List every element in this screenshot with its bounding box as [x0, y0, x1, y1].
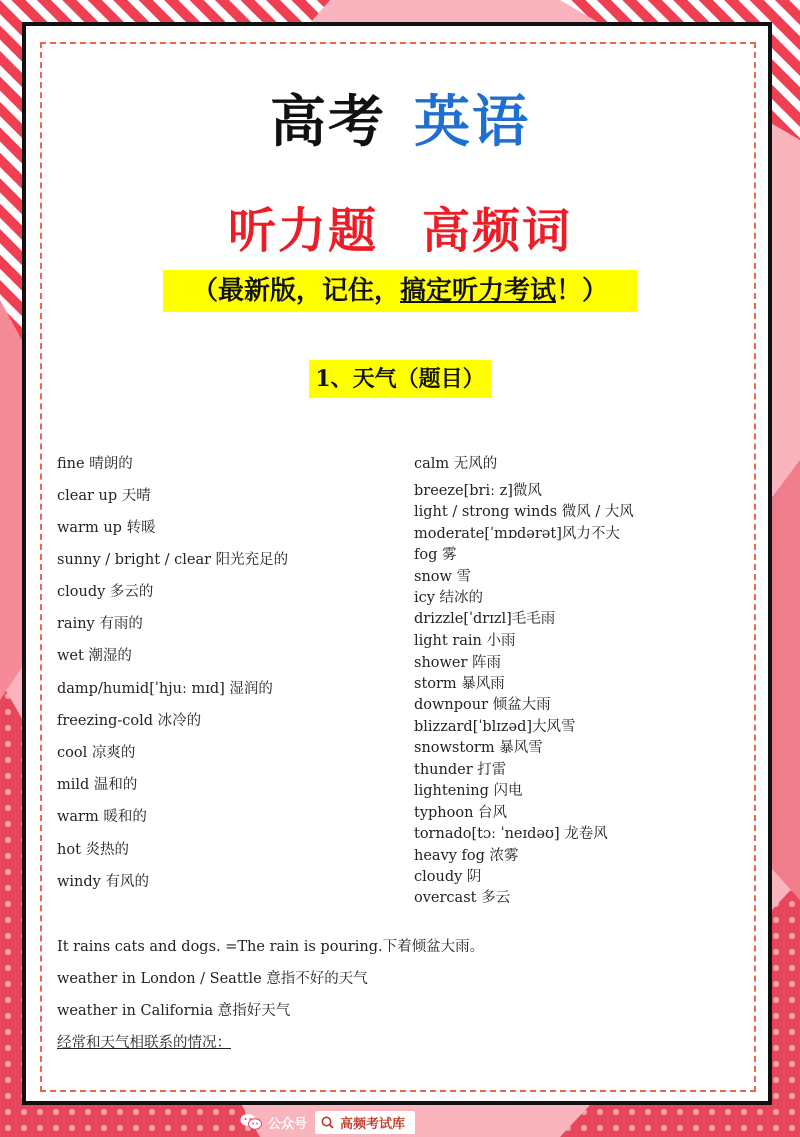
list-item: cloudy 多云的 — [57, 584, 154, 600]
sub-prefix: （最新版，记住， — [191, 276, 400, 306]
subtitle-red — [0, 192, 800, 261]
main-title — [0, 78, 800, 158]
footer-label: 公众号 — [268, 1116, 308, 1132]
list-item: breeze[briː z]微风 — [414, 483, 542, 499]
list-item: thunder 打雷 — [414, 762, 507, 778]
list-item: drizzle[ˈdrɪzl]毛毛雨 — [414, 611, 556, 627]
note-line: weather in London / Seattle 意指不好的天气 — [57, 971, 368, 987]
list-item: hot 炎热的 — [57, 842, 130, 858]
list-item: typhoon 台风 — [414, 805, 508, 821]
list-item: snow 雪 — [414, 569, 472, 585]
list-item: heavy fog 浓雾 — [414, 848, 519, 864]
list-item: storm 暴风雨 — [414, 676, 505, 692]
list-item: downpour 倾盆大雨 — [414, 697, 551, 713]
list-item: shower 阵雨 — [414, 655, 502, 671]
list-item: freezing-cold 冰冷的 — [57, 713, 202, 729]
list-item: mild 温和的 — [57, 777, 138, 793]
list-item: warm up 转暖 — [57, 520, 156, 536]
list-item: icy 结冰的 — [414, 590, 484, 606]
footer-badge — [240, 1111, 415, 1133]
list-item: cool 凉爽的 — [57, 745, 136, 761]
underlined-heading: 经常和天气相联系的情况： — [57, 1035, 231, 1051]
search-icon — [321, 1116, 334, 1129]
list-item: tornado[tɔː ˈneɪdəʊ] 龙卷风 — [414, 826, 608, 842]
sub-underlined: 搞定听力考试 — [399, 276, 556, 306]
list-item: fine 晴朗的 — [57, 456, 133, 472]
sub-suffix: ！） — [556, 276, 609, 306]
list-item: snowstorm 暴风雪 — [414, 740, 543, 756]
footer-search-box — [315, 1111, 415, 1134]
list-item: fog 雾 — [414, 547, 457, 563]
idiom-line: It rains cats and dogs. =The rain is pouring.下着倾盆大雨。 — [57, 939, 485, 955]
highlight-subtitle — [163, 270, 637, 312]
list-item: rainy 有雨的 — [57, 616, 143, 632]
list-item: cloudy 阴 — [414, 869, 482, 885]
list-item: lightening 闪电 — [414, 783, 523, 799]
title-listening: 听力题 — [227, 203, 378, 259]
footer-account-name: 高频考试库 — [340, 1116, 406, 1132]
wechat-label — [240, 1113, 307, 1132]
title-gaokao: 高考 — [270, 90, 386, 155]
list-item: overcast 多云 — [414, 890, 511, 906]
list-item: light rain 小雨 — [414, 633, 516, 649]
list-item: light / strong winds 微风 / 大风 — [414, 504, 634, 520]
list-item: windy 有风的 — [57, 874, 149, 890]
list-item: warm 暖和的 — [57, 809, 147, 825]
title-english: 英语 — [414, 90, 530, 155]
section-heading: 1、天气（题目） — [309, 360, 491, 398]
wechat-icon — [240, 1113, 262, 1131]
list-item: damp/humid[ˈhjuː mɪd] 湿润的 — [57, 681, 273, 697]
list-item: calm 无风的 — [414, 456, 498, 472]
note-line: weather in California 意指好天气 — [57, 1003, 291, 1019]
list-item: sunny / bright / clear 阳光充足的 — [57, 552, 289, 568]
list-item: clear up 天晴 — [57, 488, 151, 504]
list-item: blizzard[ˈblɪzəd]大风雪 — [414, 719, 576, 735]
list-item: wet 潮湿的 — [57, 648, 132, 664]
title-highfreq: 高频词 — [422, 203, 573, 259]
list-item: moderate[ˈmɒdərət]风力不大 — [414, 526, 620, 542]
